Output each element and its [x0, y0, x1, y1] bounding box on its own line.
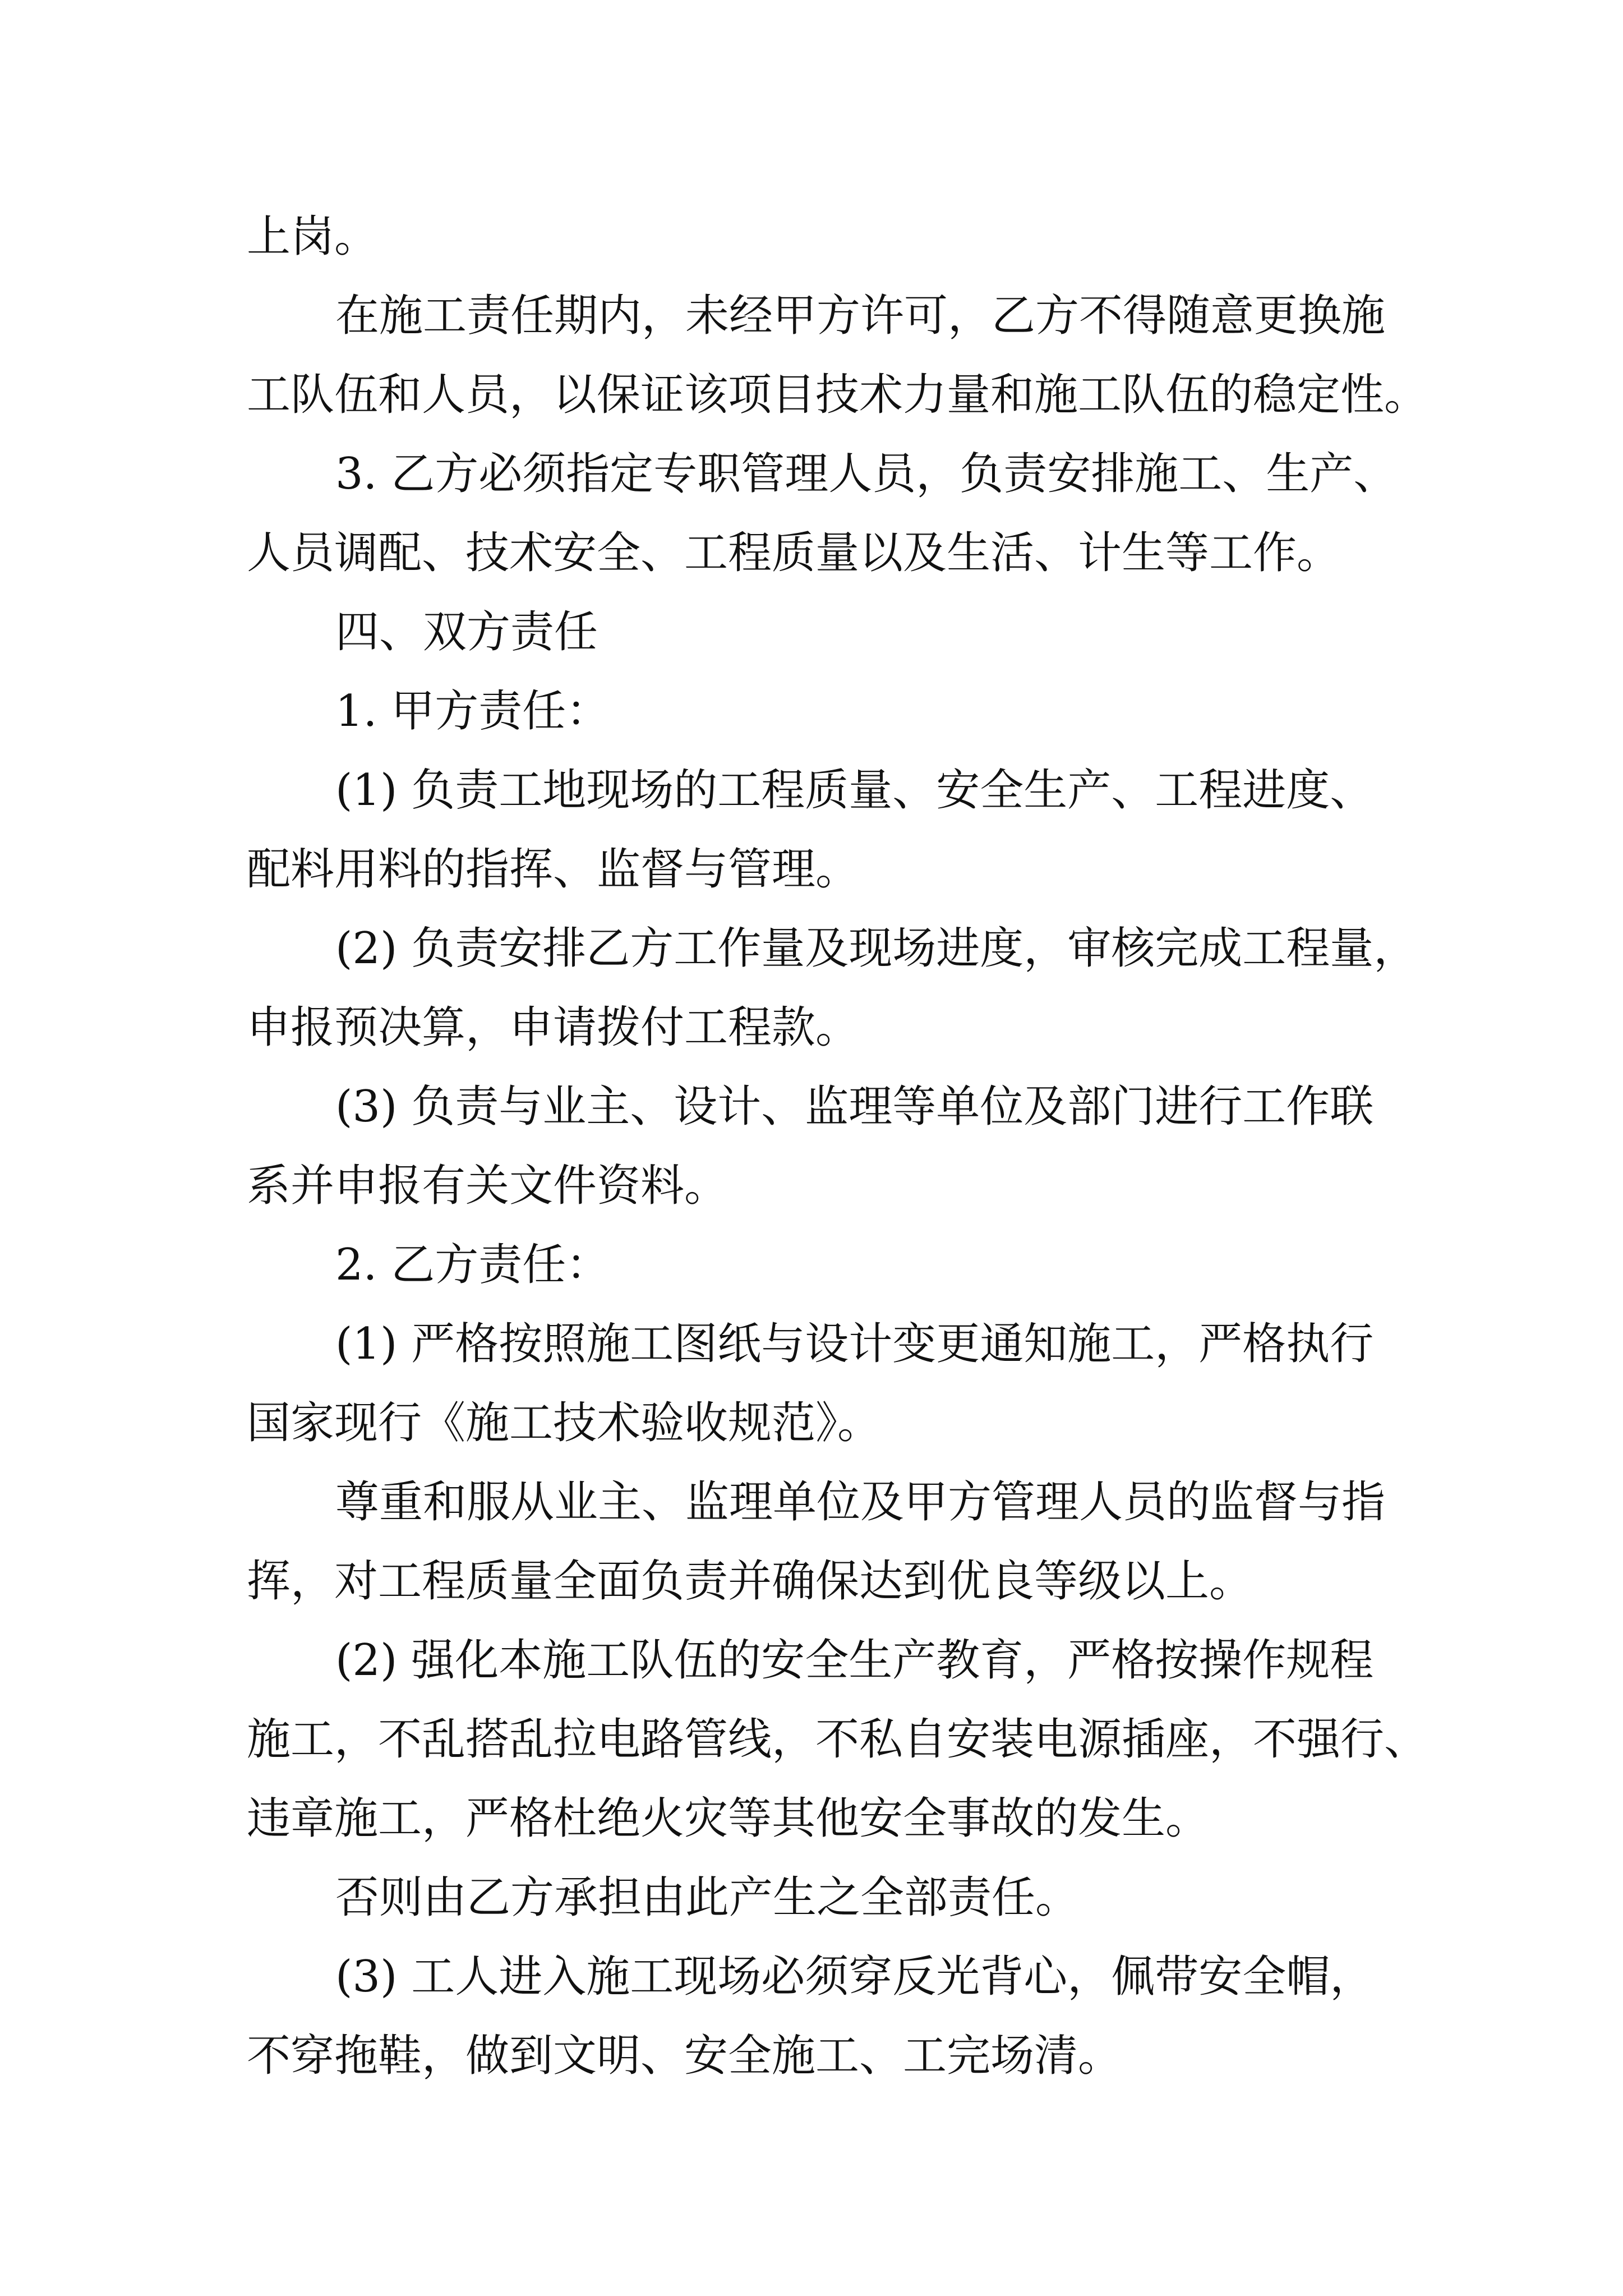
- text-line: 系并申报有关文件资料。: [247, 1161, 728, 1211]
- text-line: 不穿拖鞋，做到文明、安全施工、工完场清。: [247, 2031, 1122, 2081]
- text-line: (1) 负责工地现场的工程质量、安全生产、工程进度、: [335, 765, 1374, 816]
- text-line: 国家现行《施工技术验收规范》。: [247, 1398, 882, 1448]
- section-heading: 四、双方责任: [335, 607, 598, 657]
- text-line: 人员调配、技术安全、工程质量以及生活、计生等工作。: [247, 528, 1341, 578]
- text-line: (2) 负责安排乙方工作量及现场进度，审核完成工程量，: [335, 923, 1418, 974]
- text-line: 上岗。: [247, 211, 379, 262]
- text-line: 施工，不乱搭乱拉电路管线，不私自安装电源插座，不强行、: [247, 1714, 1428, 1765]
- text-line: (3) 工人进入施工现场必须穿反光背心，佩带安全帽，: [335, 1952, 1374, 2002]
- text-line: 违章施工，严格杜绝火灾等其他安全事故的发生。: [247, 1793, 1210, 1844]
- text-line: 配料用料的指挥、监督与管理。: [247, 844, 860, 895]
- text-line: 挥，对工程质量全面负责并确保达到优良等级以上。: [247, 1556, 1253, 1607]
- subsection-heading: 2. 乙方责任：: [335, 1240, 610, 1290]
- text-line: 否则由乙方承担由此产生之全部责任。: [335, 1872, 1080, 1923]
- text-line: (3) 负责与业主、设计、监理等单位及部门进行工作联: [335, 1082, 1374, 1132]
- text-line: 申报预决算，申请拨付工程款。: [247, 1002, 860, 1053]
- text-line: 尊重和服从业主、监理单位及甲方管理人员的监督与指: [335, 1477, 1386, 1527]
- subsection-heading: 1. 甲方责任：: [335, 686, 610, 737]
- text-line: 3. 乙方必须指定专职管理人员，负责安排施工、生产、: [335, 449, 1398, 499]
- text-line: (1) 严格按照施工图纸与设计变更通知施工，严格执行: [335, 1319, 1374, 1369]
- text-line: 工队伍和人员，以保证该项目技术力量和施工队伍的稳定性。: [247, 370, 1428, 420]
- text-line: 在施工责任期内，未经甲方许可，乙方不得随意更换施: [335, 291, 1386, 341]
- text-line: (2) 强化本施工队伍的安全生产教育，严格按操作规程: [335, 1635, 1374, 1686]
